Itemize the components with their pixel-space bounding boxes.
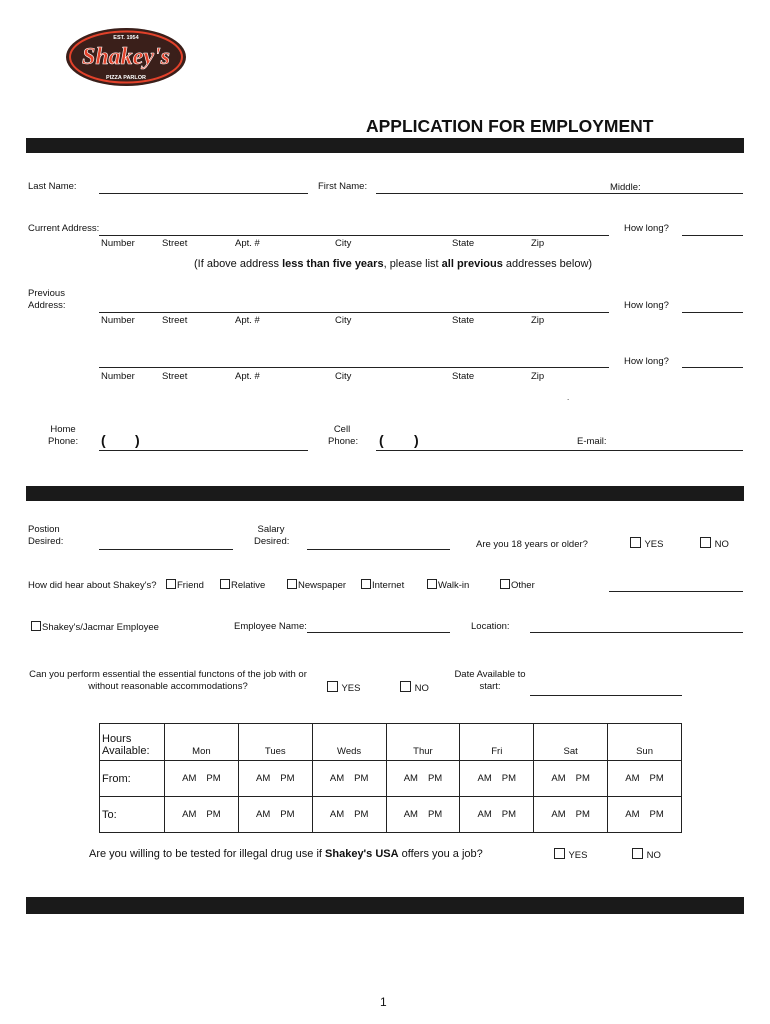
- position-label-1: Postion: [28, 524, 60, 535]
- essential-yes-checkbox[interactable]: [327, 681, 338, 692]
- age-yes-option[interactable]: [630, 537, 663, 550]
- drug-test-question: [89, 848, 483, 860]
- previous-label-1: Previous: [28, 288, 65, 299]
- from-thur[interactable]: [386, 761, 460, 797]
- referral-newspaper[interactable]: [287, 579, 346, 591]
- hours-header-2: Available:: [102, 745, 150, 757]
- zip-caption-2: Zip: [531, 315, 545, 326]
- current-address-field[interactable]: [99, 235, 609, 236]
- first-name-field[interactable]: [376, 193, 743, 194]
- pm-option[interactable]: PM: [501, 809, 517, 820]
- drug-yes-checkbox[interactable]: [554, 848, 565, 859]
- salary-label-1: Salary: [257, 524, 285, 535]
- day-weds: Weds: [312, 724, 386, 761]
- hours-header-row: [100, 724, 682, 761]
- essential-yes-label: YES: [341, 683, 361, 694]
- cell-area-open: (: [379, 432, 384, 448]
- hours-table: [99, 723, 682, 833]
- location-field[interactable]: [530, 632, 743, 633]
- note-bold-1: less than five years: [282, 258, 384, 270]
- am-option[interactable]: AM: [403, 773, 418, 784]
- street-caption-3: Street: [162, 371, 188, 382]
- am-option[interactable]: AM: [182, 773, 197, 784]
- pm-option[interactable]: PM: [649, 809, 664, 820]
- referral-friend[interactable]: [166, 579, 204, 591]
- drug-no-option[interactable]: [632, 848, 661, 861]
- to-mon[interactable]: [165, 797, 239, 833]
- logo-graphic: [64, 26, 188, 88]
- state-caption: State: [452, 238, 475, 249]
- home-area-open: (: [101, 432, 106, 448]
- home-label-1: Home: [50, 424, 76, 435]
- first-name-label: First Name:: [318, 181, 368, 192]
- state-caption-3: State: [452, 371, 475, 382]
- referral-newspaper-label: Newspaper: [298, 580, 347, 591]
- city-caption: City: [335, 238, 352, 249]
- referral-newspaper-checkbox[interactable]: [287, 579, 297, 589]
- to-sat[interactable]: [534, 797, 608, 833]
- drug-yes-label: YES: [568, 850, 588, 861]
- cell-label-2: Phone:: [328, 436, 359, 447]
- referral-other[interactable]: [500, 579, 535, 591]
- essential-no-label: NO: [414, 683, 429, 694]
- date-available-label-1: Date Available to: [454, 669, 526, 680]
- number-caption: Number: [101, 238, 135, 249]
- zip-caption-3: Zip: [531, 371, 545, 382]
- city-caption-2: City: [335, 315, 352, 326]
- referral-other-label: Other: [511, 580, 535, 591]
- last-name-field[interactable]: [99, 193, 308, 194]
- drug-no-label: NO: [646, 850, 661, 861]
- home-label-2: Phone:: [48, 436, 79, 447]
- page-number: 1: [380, 995, 387, 1009]
- how-long-field-3[interactable]: [682, 367, 743, 368]
- pm-option[interactable]: PM: [354, 773, 369, 784]
- am-option[interactable]: AM: [256, 809, 271, 820]
- zip-caption: Zip: [531, 238, 545, 249]
- how-long-label-3: How long?: [624, 356, 669, 367]
- essential-question-1: Can you perform essential the essential functons of the job with or: [29, 669, 307, 680]
- apt-caption-3: Apt. #: [235, 371, 260, 382]
- am-option[interactable]: AM: [403, 809, 418, 820]
- drug-yes-option[interactable]: [554, 848, 587, 861]
- street-caption-2: Street: [162, 315, 188, 326]
- age-question: Are you 18 years or older?: [476, 539, 588, 550]
- how-long-field[interactable]: [682, 235, 743, 236]
- pm-option[interactable]: PM: [427, 773, 443, 784]
- from-weds[interactable]: [312, 761, 386, 797]
- referral-other-checkbox[interactable]: [500, 579, 510, 589]
- am-option[interactable]: AM: [477, 809, 492, 820]
- how-long-field-2[interactable]: [682, 312, 743, 313]
- employee-name-label: Employee Name:: [234, 621, 307, 632]
- email-label: E-mail:: [577, 436, 607, 447]
- date-available-field[interactable]: [530, 695, 682, 696]
- drug-post: offers you a job?: [398, 848, 483, 860]
- how-long-label: How long?: [624, 223, 669, 234]
- essential-question-2: without reasonable accommodations?: [88, 681, 248, 692]
- previous-address-note: [194, 258, 592, 270]
- am-option[interactable]: AM: [625, 809, 640, 820]
- referral-walkin[interactable]: [427, 579, 469, 591]
- am-option[interactable]: AM: [477, 773, 492, 784]
- note-mid: , please list: [383, 258, 442, 270]
- hours-from-row: [100, 761, 682, 797]
- drug-bold: Shakey's USA: [325, 848, 399, 860]
- previous-address-field-2[interactable]: [99, 367, 609, 368]
- referral-relative-checkbox[interactable]: [220, 579, 230, 589]
- last-name-label: Last Name:: [28, 181, 77, 192]
- day-tues: Tues: [238, 724, 312, 761]
- how-long-label-2: How long?: [624, 300, 669, 311]
- am-option[interactable]: AM: [256, 773, 271, 784]
- pm-option[interactable]: PM: [501, 773, 517, 784]
- pm-option[interactable]: PM: [206, 773, 221, 784]
- previous-label-2: Address:: [28, 300, 66, 311]
- age-no-checkbox[interactable]: [700, 537, 711, 548]
- referral-internet-checkbox[interactable]: [361, 579, 371, 589]
- referral-internet-label: Internet: [372, 580, 405, 591]
- referral-walkin-label: Walk-in: [438, 580, 470, 591]
- am-option[interactable]: AM: [329, 773, 345, 784]
- street-caption: Street: [162, 238, 188, 249]
- logo-est: EST. 1954: [113, 35, 139, 41]
- cell-area-close: ): [414, 432, 419, 448]
- logo-brand: Shakey's: [81, 44, 171, 70]
- pm-option[interactable]: PM: [649, 773, 664, 784]
- from-mon[interactable]: [165, 761, 239, 797]
- am-option[interactable]: AM: [551, 809, 566, 820]
- referral-question: How did hear about Shakey's?: [28, 580, 157, 591]
- referral-relative[interactable]: [220, 579, 265, 591]
- pm-option[interactable]: PM: [575, 773, 590, 784]
- age-yes-checkbox[interactable]: [630, 537, 641, 548]
- day-thur: Thur: [386, 724, 460, 761]
- note-bold-2: all previous: [441, 258, 503, 270]
- pm-option[interactable]: PM: [280, 773, 295, 784]
- referral-walkin-checkbox[interactable]: [427, 579, 437, 589]
- age-yes-label: YES: [644, 539, 664, 550]
- age-no-option[interactable]: [700, 537, 729, 550]
- drug-no-checkbox[interactable]: [632, 848, 643, 859]
- number-caption-3: Number: [101, 371, 135, 382]
- to-sun[interactable]: [608, 797, 682, 833]
- page-title: APPLICATION FOR EMPLOYMENT: [366, 116, 654, 136]
- am-option[interactable]: AM: [329, 809, 345, 820]
- pm-option[interactable]: PM: [280, 809, 295, 820]
- current-address-label: Current Address:: [28, 223, 100, 234]
- referral-other-field[interactable]: [609, 591, 743, 592]
- apt-caption: Apt. #: [235, 238, 260, 249]
- stray-dot: .: [567, 393, 570, 402]
- salary-field[interactable]: [307, 549, 450, 550]
- note-post: addresses below): [502, 258, 593, 270]
- cell-phone-field[interactable]: [376, 450, 743, 451]
- to-label: To:: [100, 797, 165, 833]
- drug-pre: Are you willing to be tested for illegal drug use if: [89, 848, 326, 860]
- middle-label: Middle:: [610, 182, 641, 193]
- apt-caption-2: Apt. #: [235, 315, 260, 326]
- hours-to-row: [100, 797, 682, 833]
- home-phone-field[interactable]: [99, 450, 308, 451]
- from-label: From:: [100, 761, 165, 797]
- pm-option[interactable]: PM: [206, 809, 221, 820]
- day-mon: Mon: [165, 724, 239, 761]
- referral-friend-label: Friend: [177, 580, 204, 591]
- from-fri[interactable]: [460, 761, 534, 797]
- home-area-close: ): [135, 432, 140, 448]
- day-sat: Sat: [534, 724, 608, 761]
- position-field[interactable]: [99, 549, 233, 550]
- essential-yes-option[interactable]: [327, 681, 360, 694]
- employee-option[interactable]: [31, 621, 159, 633]
- previous-address-field-1[interactable]: [99, 312, 609, 313]
- number-caption-2: Number: [101, 315, 135, 326]
- section-bar-3: [26, 897, 744, 914]
- from-sun[interactable]: [608, 761, 682, 797]
- position-label-2: Desired:: [28, 536, 64, 547]
- location-label: Location:: [471, 621, 510, 632]
- referral-internet[interactable]: [361, 579, 404, 591]
- employee-name-field[interactable]: [307, 632, 450, 633]
- age-no-label: NO: [714, 539, 729, 550]
- shakeys-logo: [64, 26, 188, 88]
- note-pre: (If above address: [194, 258, 283, 270]
- am-option[interactable]: AM: [625, 773, 640, 784]
- logo-sub: PIZZA PARLOR: [105, 75, 147, 81]
- am-option[interactable]: AM: [551, 773, 566, 784]
- pm-option[interactable]: PM: [427, 809, 443, 820]
- hours-header-cell: [100, 724, 165, 761]
- am-option[interactable]: AM: [182, 809, 197, 820]
- essential-no-option[interactable]: [400, 681, 429, 694]
- to-weds[interactable]: [312, 797, 386, 833]
- salary-label-2: Desired:: [254, 536, 290, 547]
- to-thur[interactable]: [386, 797, 460, 833]
- section-bar-2: [26, 486, 744, 501]
- pm-option[interactable]: PM: [575, 809, 590, 820]
- to-fri[interactable]: [460, 797, 534, 833]
- day-sun: Sun: [608, 724, 682, 761]
- referral-relative-label: Relative: [231, 580, 266, 591]
- employee-check-label: Shakey's/Jacmar Employee: [42, 622, 159, 633]
- referral-friend-checkbox[interactable]: [166, 579, 176, 589]
- to-tues[interactable]: [238, 797, 312, 833]
- date-available-label-2: start:: [479, 681, 501, 692]
- pm-option[interactable]: PM: [354, 809, 369, 820]
- section-bar-1: [26, 138, 744, 153]
- from-tues[interactable]: [238, 761, 312, 797]
- hours-header-1: Hours: [102, 733, 132, 745]
- city-caption-3: City: [335, 371, 352, 382]
- day-fri: Fri: [460, 724, 534, 761]
- essential-no-checkbox[interactable]: [400, 681, 411, 692]
- from-sat[interactable]: [534, 761, 608, 797]
- state-caption-2: State: [452, 315, 475, 326]
- employee-checkbox[interactable]: [31, 621, 41, 631]
- cell-label-1: Cell: [333, 424, 351, 435]
